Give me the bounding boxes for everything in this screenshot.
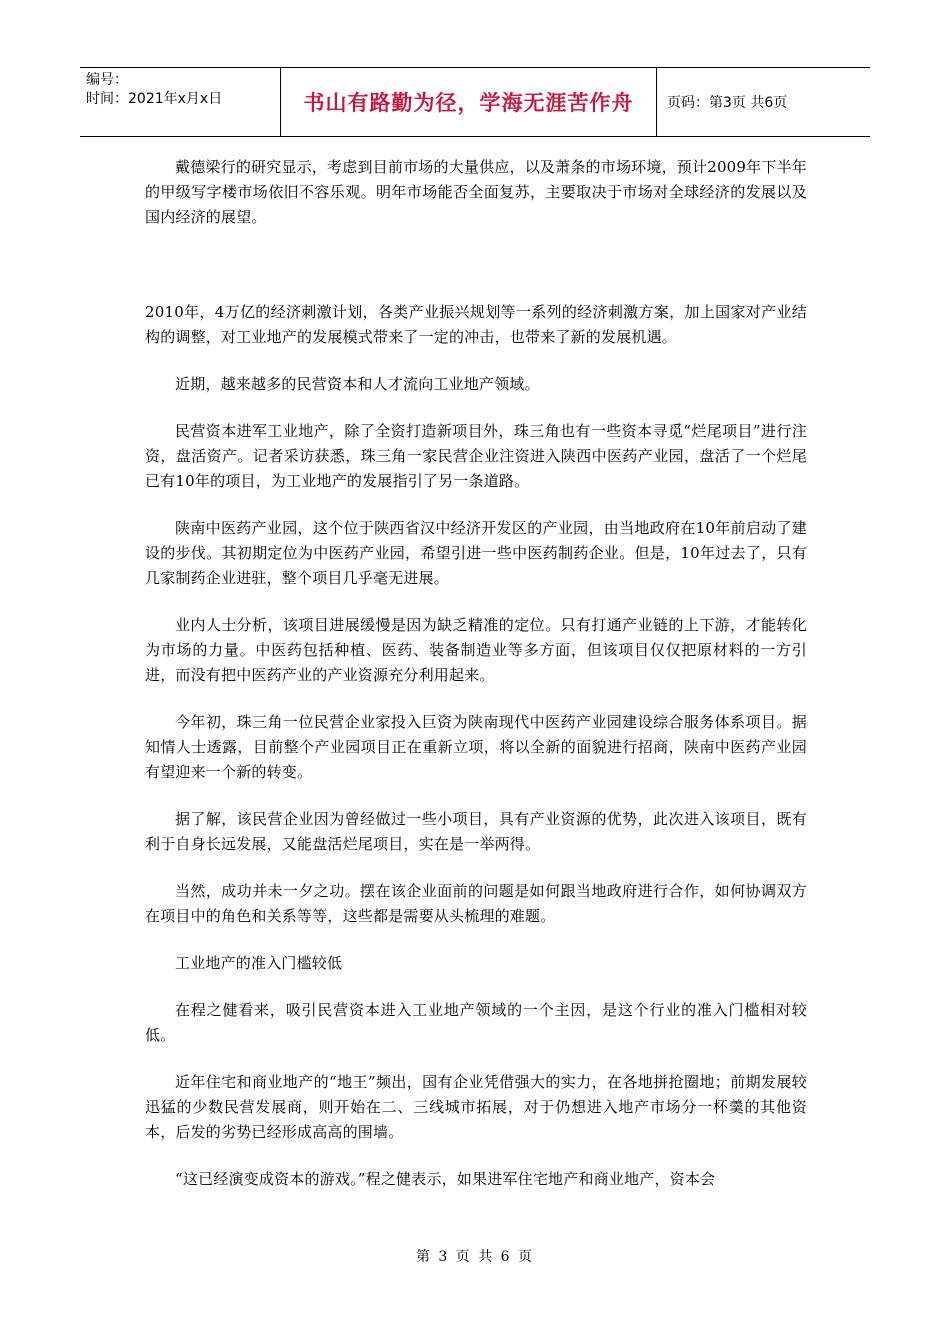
document-time-label: 时间：2021年x月x日: [86, 91, 223, 107]
paragraph: 今年初，珠三角一位民营企业家投入巨资为陕南现代中医药产业园建设综合服务体系项目。据知情人士透露，目前整个产业园项目正在重新立项，将以全新的面貌进行招商，陕南中医药产业园有望迎来一个新的转变。: [145, 713, 807, 781]
header-motto: 书山有路勤为径，学海无涯苦作舟: [280, 68, 657, 136]
paragraph: 据了解，该民营企业因为曾经做过一些小项目，具有产业资源的优势，此次进入该项目，既有利于自身长远发展，又能盘活烂尾项目，实在是一举两得。: [145, 810, 807, 853]
paragraph: 在程之健看来，吸引民营资本进入工业地产领域的一个主因，是这个行业的准入门槛相对较低。: [145, 1001, 807, 1044]
paragraph: 近年住宅和商业地产的“地王”频出，国有企业凭借强大的实力，在各地拼抢圈地；前期发展较迅猛的少数民营发展商，则开始在二、三线城市拓展，对于仍想进入地产市场分一杯羹的其他资本，后发的劣势已经形成高高的围墙。: [145, 1073, 807, 1141]
paragraph: 民营资本进军工业地产，除了全资打造新项目外，珠三角也有一些资本寻觅“烂尾项目”进行注资，盘活资产。记者采访获悉，珠三角一家民营企业注资进入陕西中医药产业园，盘活了一个烂尾已有10年的项目，为工业地产的发展指引了另一条道路。: [145, 422, 807, 490]
paragraph: 陕南中医药产业园，这个位于陕西省汉中经济开发区的产业园，由当地政府在10年前启动了建设的步伐。其初期定位为中医药产业园，希望引进一些中医药制药企业。但是，10年过去了，只有几家制药企业进驻，整个项目几乎毫无进展。: [145, 519, 807, 587]
paragraph: “这已经演变成资本的游戏。”程之健表示，如果进军住宅地产和商业地产，资本会: [175, 1170, 716, 1188]
page-footer: 第 3 页 共 6 页: [415, 1249, 535, 1265]
header-meta: [80, 68, 280, 136]
paragraph: 近期，越来越多的民营资本和人才流向工业地产领域。: [175, 375, 540, 393]
paragraph-gap: [145, 252, 807, 300]
document-body: [145, 155, 807, 1214]
paragraph: 戴德梁行的研究显示，考虑到目前市场的大量供应，以及萧条的市场环境，预计2009年下半年的甲级写字楼市场依旧不容乐观。明年市场能否全面复苏，主要取决于市场对全球经济的发展以及国内经济的展望。: [145, 158, 807, 226]
page-header: [80, 67, 870, 137]
paragraph: 当然，成功并未一夕之功。摆在该企业面前的问题是如何跟当地政府进行合作，如何协调双方在项目中的角色和关系等等，这些都是需要从头梳理的难题。: [145, 882, 807, 925]
document-number-label: 编号：: [86, 72, 128, 88]
section-heading: 工业地产的准入门槛较低: [175, 954, 343, 972]
paragraph: 业内人士分析，该项目进展缓慢是因为缺乏精准的定位。只有打通产业链的上下游，才能转化为市场的力量。中医药包括种植、医药、装备制造业等多方面，但该项目仅仅把原材料的一方引进，而没有把中医药产业的产业资源充分利用起来。: [145, 616, 807, 684]
paragraph: 2010年，4万亿的经济刺激计划，各类产业振兴规划等一系列的经济刺激方案，加上国家对产业结构的调整，对工业地产的发展模式带来了一定的冲击，也带来了新的发展机遇。: [145, 303, 807, 346]
header-page-info: 页码：第3页 共6页: [667, 95, 788, 111]
